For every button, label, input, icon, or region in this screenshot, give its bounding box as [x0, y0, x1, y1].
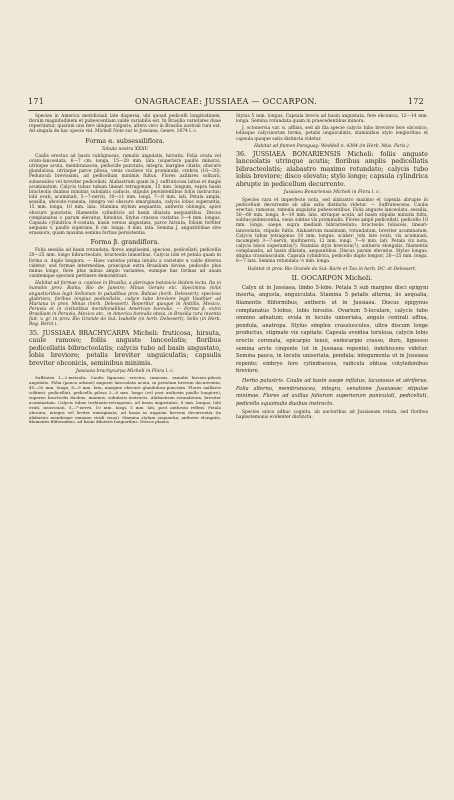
- paragraph: Calyx ut in Jussiaea, limbo 5-lobo. Petala 5 sub margine disci epigyni inserta, angusta, unguiculata. Stamina 5 petalis alterna, iis aequalia, filamentis filiformibus, antheris ut in Jussiaea. Discus epigynus complanatus 5-lobus, lobis hirsutis. Ovarium 5-loculare, calycis tubo omnino adnatum; ovula in loculis uniseriata, angulo centrali affixa, pendula, anatropa. Stylus simplex crassiusculus, ultra discum longe productus, stigmate vix capitato. Capsula ovoidea torulosa, calycis lobis erectis coronata, epicarpio tenui, endocarpio crasso, duro, ligneoso semina arcte cingente (ut in Jussiaea repente), indehiscens videtur. Semina pauca, in loculis uniseriata, pendula; integumenta ut in Jussiaea repente; embryo fere cylindraceus, radicula obtusa cotyledonibus breviore.: [236, 284, 428, 375]
- page-number-right: 172: [407, 97, 424, 106]
- header-rule: [28, 110, 424, 111]
- habitat-note: Habitat ad flumen Paraguay: Weddell n. 4384 (in Herb. Mus. Paris.).: [253, 143, 411, 149]
- paragraph: Herba palustris. Caulis ad basin saepe inflatus, lacunosus et aëriferus. Folia alterna, membranacea, integra, venatione Jussiaeae; stipulae minimae. Flores ad axillas foliorum superiorum paniculati, pedicellati, pedicello squamulis duabus instructo.: [236, 377, 428, 407]
- paragraph: Stylus 5 mm. longus. Capsula brevis ad basin angustata, fere obconica, 12—14 mm. longa. Semina rotundata quam in praecedentibus minora.: [236, 114, 428, 125]
- paragraph: J. octonervia var. α. affinis, sed ab illa specie calycis tubo breviore fere obconico, lobisque calycinorum forma, petalis unguiculatis, staminibus stylo longioribus et capsula quoque satis distincta videtur.: [236, 126, 428, 142]
- tabula-reference: Tabula nostra XXXV.: [101, 146, 149, 152]
- paragraph: Suffrutex 1—2-metralis. Caulis lignosus, erectus, ramosus, ramulis hirsuto-pilosis angulatis. Folia (pauca adsunt) anguste lanceolata acuta, in petiolum brevem decurrentia, 45—50 mm. longa, 8—9 mm. lata, margine obscure glanduloso-punctata. Flores axillares solitarii, pedicellati, pedicello pilosa 5—8 mm. longo (vel post anthesin paullo longiore), superne bracteolis duobus, minimis, subulatis instructo. Alabastrum rotundatum, breviter acuminatum. Calycis tubus turbinato-tetragonus, ad basin angustatus, 8 mm. longus; lobi ovati, mucronati, 5—7-nervii, 10 mm. longi, 5 mm. lati, post anthesin reflexi. Petala obovata, integra vel leviter emarginata, ad basin in unguem brevem decurrentia (in alabastro membrane emmine viridi visus). Stamina stylum aequantia, antheris elongatis, filamentis filiformibus, ad basin dilatatis longioribus. Discus planus: [29, 375, 221, 425]
- page-number-left: 171: [28, 97, 45, 106]
- habitat-note: Habitat in prov. Rio Grande do Sul: Barle et Tou in herb. DC. et Delessert.: [247, 266, 417, 272]
- running-header: [28, 97, 424, 109]
- paragraph: Folia sessilia ad basin rotundata; flores amplissimi, speciosi, pedicellati, pedicellis 20—25 mm. longo bibracteolato, bracteolis linearibus. Calycis lobi et petala quam in forma α. duplo longiora. — Haec varietas prima intuitu a varietate α valde diversa videtur; sed formae intermediae, praecipue extra Brasiliam obviae, pedicello plus minus longo, flore plus minus amplo variantes, eumque has formas ad unam candemque speciem pertinere demonstrant.: [29, 248, 221, 280]
- forma-heading: Forma α. subsessiliflora.: [85, 136, 165, 145]
- paragraph: Caulis erectus ad basin sublignosus, ramulis angulatis, hirsutis. Folia ovata vel ovato-lanceolata, 6—7 cm. longa, 15—20 mm. lata (superiora paullo minora), utrinque acuta, membranacea, pellucide punctata, integra, margine ciliata, obscure glandulosa, utrinque parce pilosa, venis costisve vix prominulis, crebris (18—20). Pedunculi brevissimi, ad pedicellum minimis fultus. Flores axillares solitarii, subsessiles vel breviter pedicellati. Alabastrum quam in J. suffruticosa latius et magis acuminatum. Calycis tubus tubum lineari tetragonum, 15 mm. longum, supra basin bracteolis duabus minimis subulatis caducis, stipulis persistentibus foliis instructus; lobi ovati, acuminati, 5—7-nervii, 10—11 mm. longi, 7—8 mm. lati. Petala ampla, sessilia, obovato-cuneata, integra vel obscure emarginata, calycis lobos superantia, 15 mm. longa, 10 mm. lata. Stamina stylum aequantia, antheris oblongis, apice obscure punctatis, filamentis cylindricis ad basin dilatata aequantibus. Discus complanatus v. parum elevatus, hirsutus. Stylus crassus costatus 3—4 mm. longus. Capsula cylindrica 8-costata, basin versus angustata, parce hirsuta, folium fortiter aequans v. paullo superans, 6 cm. longa, 4 mm. lata. Semina J. angustifoliae sive erassiora, quam maxima semina fortius persistentia.: [29, 153, 221, 237]
- forma-heading: Forma β. grandiflora.: [90, 238, 160, 247]
- left-column: [29, 114, 221, 427]
- species-heading: 35. JUSSIAEA BRACHYCARPA Micheli: fruticosa, hirsuta, caule ramoso; foliis anguste lanceolatis; floribus pedicellatis bibracteolatis; calycis tubo ad basin angustato, lobis breviore; petalis breviter unguiculatis; capsulis breviter obconicis, seminibus minimis.: [29, 329, 221, 367]
- paragraph: Species in America meridionali late dispersa, ubi quoad pedicelli longitudinem, florum magnitudinem et pubescentiam valde variabilis est. In Brasilia varietates duae reperiuntur, quarum una fere ubique vulgaris, altera vero in Brasilia australi rara est. Ad singula de hac specie vid. Michell Note sur le Jussiaea, Genev. 1874 l. c.: [29, 114, 221, 135]
- paragraph: Species unica adhuc cognita, ab auctoribus ad Jussiaeam relata, sed floribus haplostemonis evidenter distincta.: [236, 410, 428, 421]
- paragraph: Species rara et imperfecte nota, sed alabastro maximo et capsula abrupte in pedicellum decurrente ab aliis satis distincta videtur. — Suffrutescens. Caulis erectus, ramosus, ramulis angulatis pubescentibus. Folia anguste lanceolata, sessilia, 50—60 mm. longa, 8—10 mm. lata, utrinque acuta, ad basin stipulis minutis fulta, subtus-pubescentia, venis subtus vix prominulis. Flores ampli pedicellati, pedicello 10 mm. longo, saepe, supra medium bibracteolato; bracteolis foliaceis, lineari-lanceolatis, stipulis fultis. Alabastrum maximum, rotundatum, breviter acuminatum. Calycis tubus tetragonus 10 mm. longus, scaber; lobi late ovati, vix acuminati, incompleti 3—7-nervii, multinervii, 12 mm. longi, 7—8 mm. lati. Petala vix nota, calycis lobos superantia(?). Stamina stylo breviora(?), antheris elongatis, filamentis complanatis, ad basin dilatata, aequantibus. Discus parum elevatus. Stylus longus, stigma crassiusculum. Capsula cylindrica, pedicello duplo longior, 20—25 mm. longa, 6—7 lata. Semina rotundata ½ mm. longa.: [236, 197, 428, 265]
- genus-heading: II. OOCARPON Micheli.: [291, 273, 373, 282]
- synonym: Jussiaea brachycarpa Micheli in Flora l. c.: [75, 369, 175, 375]
- running-title: ONAGRACEAE: JUSSIAEA — OCCARPON.: [135, 97, 317, 106]
- right-column: [236, 114, 428, 423]
- synonym: Jussiaea Bonariensis Micheli in Flora l. c.: [283, 190, 381, 196]
- habitat-note: Habitat ad formae α. copiose in Brasilia, a plerisque botanicis ibidem lecta. Ita in humidis prov. Bahia; Rio de Janeiro; Minas Geraës etc. Specimina foliis angustioribus legit Selloman in paludibus prov. Bahiae (herb. Delessert); speciosa glabriora, foribus longius pedicellatis, calyce tubo breviore legit Vauthier ad Mariana in prov. Minas (herb. Delessert). Reperitur quoque in Antillis, Mexico, Peruvia et in civitatibus meridionalibus Americae borealis. — Forma β. extra Brasiliam in Peruvia, Mexico etc., in America borealis obvia, in Brasilia rara inventa fuit, v. gr. in prov. Rio Grande do Sul: Isabelle (in herb. Delessert), Sello (in Herb. Reg. Berol.).: [29, 281, 221, 328]
- species-heading: 36. JUSSIAEA BONARIENSIS Micheli: foliis anguste lanceolatis utrinque acutis; floribus amplis pedicellatis bibracteolatis; alabastro maximo rotundato; calycis tubo lobis breviore; disco elevato; stylo longo; capsula cylindrica abrupte in pedicellum decurrente.: [236, 150, 428, 188]
